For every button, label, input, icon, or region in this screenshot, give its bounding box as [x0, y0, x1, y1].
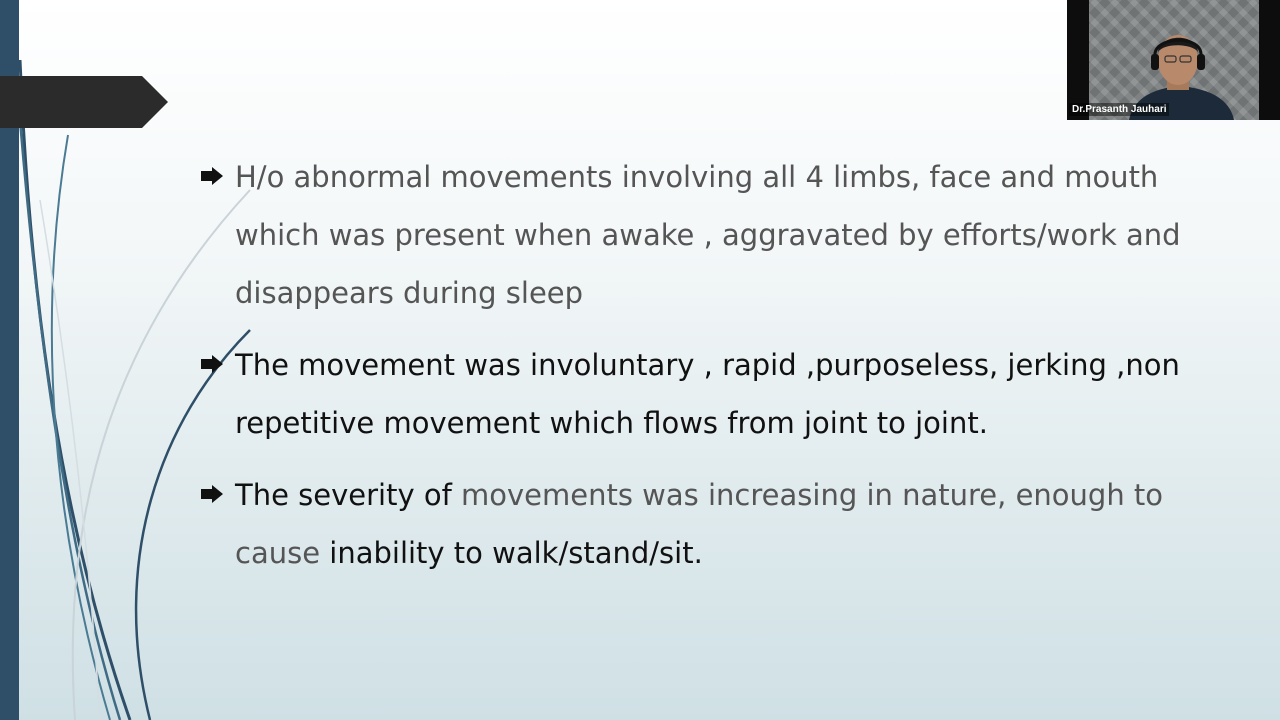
participant-video-tile[interactable] [1067, 0, 1280, 120]
slide-content [200, 148, 1200, 596]
bullet-3-text-part-3: inability to walk/stand/sit. [329, 536, 703, 570]
bullet-point-2 [200, 336, 1200, 452]
bullet-3-text-part-2: movements was increasing in nature, enough to cause [235, 478, 1164, 570]
bullet-2-text: The movement was involuntary , rapid ,purposeless, jerking ,non repetitive movement which flows from joint to joint. [235, 348, 1180, 440]
pointing-arrow-icon [200, 354, 224, 374]
slide-title-tab [0, 76, 168, 128]
bullet-point-1 [200, 148, 1200, 322]
participant-video-image [1089, 0, 1259, 120]
bullet-point-3 [200, 466, 1200, 582]
pointing-arrow-icon [200, 484, 224, 504]
participant-name-label: Dr.Prasanth Jauhari [1069, 103, 1169, 116]
bullet-3-text-part-1: The severity of [235, 478, 462, 512]
pointing-arrow-icon [200, 166, 224, 186]
bullet-1-text: H/o abnormal movements involving all 4 limbs, face and mouth which was present when awake , aggravated by efforts/work and disappears during sleep [235, 160, 1181, 310]
